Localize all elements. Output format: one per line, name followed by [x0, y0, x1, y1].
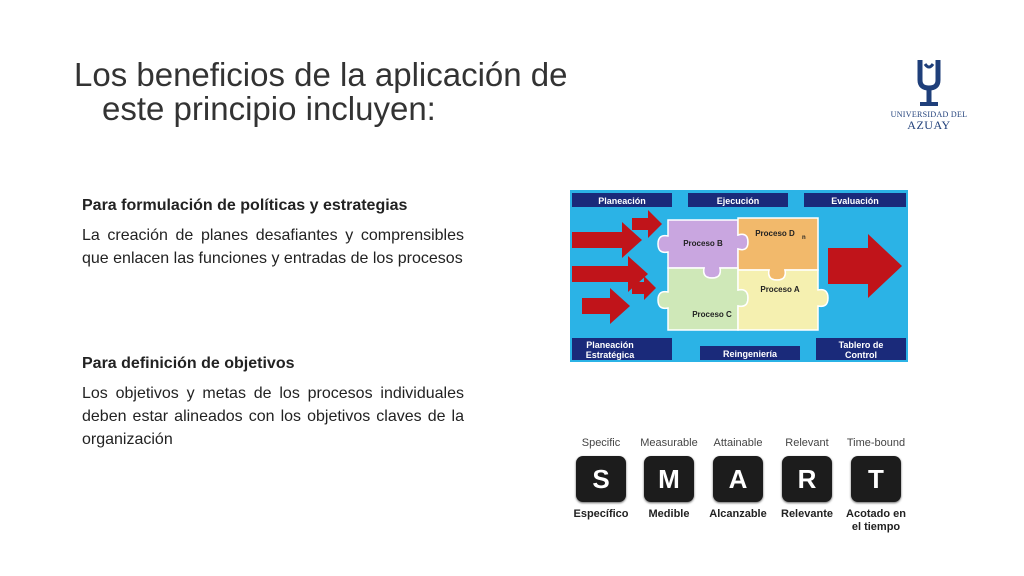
label-planeacion-estrategica-2: Estratégica — [585, 350, 635, 360]
section-text-policies: La creación de planes desafiantes y comprensibles que enlacen las funciones y entradas de los procesos — [82, 227, 464, 267]
piece-label-d-sub: n — [802, 235, 806, 241]
logo-text-line2: AZUAY — [907, 118, 951, 132]
smart-a-letter: A — [713, 456, 763, 502]
smart-item-a — [703, 436, 773, 521]
smart-item-s — [566, 436, 636, 521]
smart-r-spanish: Relevante — [781, 508, 833, 520]
label-tablero-2: Control — [845, 350, 877, 360]
piece-label-d: Proceso D — [755, 229, 795, 238]
smart-item-m — [634, 436, 704, 521]
smart-s-letter: S — [576, 456, 626, 502]
label-evaluacion: Evaluación — [831, 196, 879, 206]
smart-t-spanish: Acotado en el tiempo — [846, 508, 906, 533]
smart-s-spanish: Específico — [573, 508, 629, 520]
university-logo — [886, 54, 972, 134]
section-heading-policies: Para formulación de políticas y estrategias — [82, 197, 408, 214]
smart-m-english: Measurable — [640, 437, 698, 449]
label-ejecucion: Ejecución — [716, 196, 760, 206]
smart-a-spanish: Alcanzable — [709, 508, 767, 520]
smart-a-english: Attainable — [713, 437, 763, 449]
smart-s-english: Specific — [581, 437, 621, 449]
smart-t-english: Time-bound — [846, 437, 906, 449]
smart-item-r — [772, 436, 842, 521]
smart-r-english: Relevant — [785, 437, 829, 449]
university-crest-icon — [914, 58, 944, 108]
label-reingenieria: Reingeniería — [722, 349, 778, 359]
label-planeacion: Planeación — [598, 196, 646, 206]
piece-label-c: Proceso C — [692, 310, 732, 319]
section-text-objectives: Los objetivos y metas de los procesos individuales deben estar alineados con los objetivos claves de la organización — [82, 385, 464, 448]
process-puzzle-diagram — [570, 190, 908, 362]
smart-t-letter: T — [851, 456, 901, 502]
smart-item-t — [841, 436, 911, 534]
slide-title-line2: este principio incluyen: — [102, 90, 436, 127]
slide-title — [74, 58, 634, 126]
smart-criteria — [566, 436, 916, 536]
label-tablero-1: Tablero de — [838, 340, 884, 350]
label-planeacion-estrategica-1: Planeación — [586, 340, 634, 350]
piece-label-b: Proceso B — [683, 239, 723, 248]
piece-label-a: Proceso A — [760, 285, 800, 294]
logo-text-line1: UNIVERSIDAD DEL — [890, 110, 968, 119]
puzzle-piece-c — [658, 268, 748, 330]
section-heading-objectives: Para definición de objetivos — [82, 355, 295, 372]
slide-title-line1: Los beneficios de la aplicación de — [74, 56, 568, 93]
smart-m-spanish: Medible — [648, 508, 690, 520]
puzzle-piece-a — [738, 270, 828, 330]
smart-r-letter: R — [782, 456, 832, 502]
smart-m-letter: M — [644, 456, 694, 502]
